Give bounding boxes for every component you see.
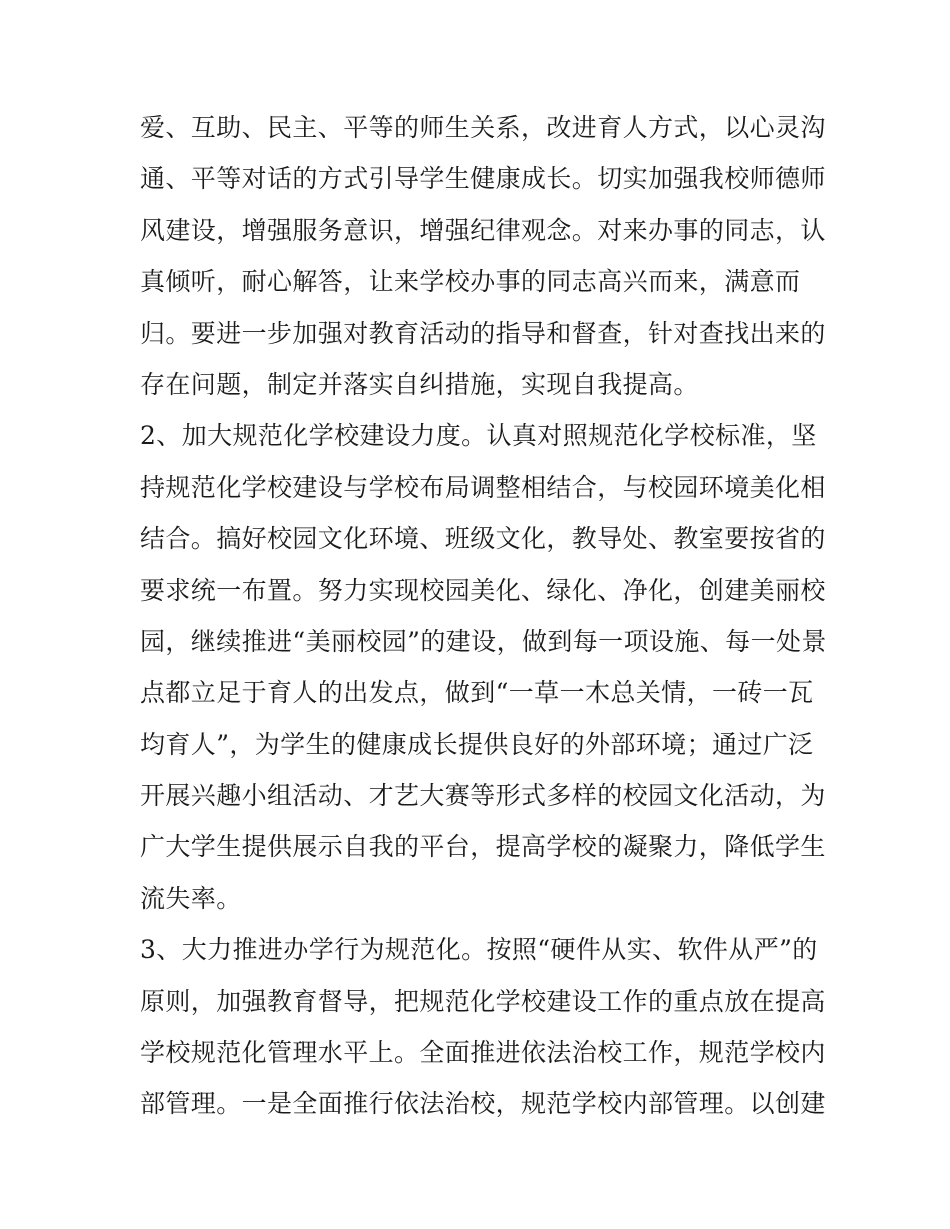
text-line: 均育人”，为学生的健康成长提供良好的外部环境；通过广泛 [140,729,814,759]
text-line: 2、加大规范化学校建设力度。认真对照规范化学校标准，坚 [140,421,817,451]
text-line: 爱、互助、民主、平等的师生关系，改进育人方式，以心灵沟 [140,113,826,142]
text-line: 真倾听，耐心解答，让来学校办事的同志高兴而来，满意而 [140,267,801,297]
text-line: 点都立足于育人的出发点，做到“一草一木总关情，一砖一瓦 [140,678,814,708]
text-line: 要求统一布置。努力实现校园美化、绿化、净化，创建美丽校 [140,575,826,605]
text-line: 园，继续推进“美丽校园”的建设，做到每一项设施、每一处景 [140,626,827,656]
text-line: 部管理。一是全面推行依法治校，规范学校内部管理。以创建 [140,1089,826,1119]
text-line: 结合。搞好校园文化环境、班级文化，教导处、教室要按省的 [140,524,826,554]
text-line: 通、平等对话的方式引导学生健康成长。切实加强我校师德师 [140,164,826,194]
text-line: 归。要进一步加强对教育活动的指导和督查，针对查找出来的 [140,318,826,348]
text-line: 存在问题，制定并落实自纠措施，实现自我提高。 [140,369,699,399]
text-line: 广大学生提供展示自我的平台，提高学校的凝聚力，降低学生 [140,832,826,862]
text-line: 持规范化学校建设与学校布局调整相结合，与校园环境美化相 [140,472,826,502]
text-line: 原则，加强教育督导，把规范化学校建设工作的重点放在提高 [140,986,826,1016]
text-line: 流失率。 [140,883,242,913]
text-line: 开展兴趣小组活动、才艺大赛等形式多样的校园文化活动，为 [140,781,826,811]
text-line: 学校规范化管理水平上。全面推进依法治校工作，规范学校内 [140,1038,826,1068]
text-line: 3、大力推进办学行为规范化。按照“硬件从实、软件从严”的 [140,935,818,965]
body-text [140,102,830,1130]
text-line: 风建设，增强服务意识，增强纪律观念。对来办事的同志，认 [140,215,826,245]
